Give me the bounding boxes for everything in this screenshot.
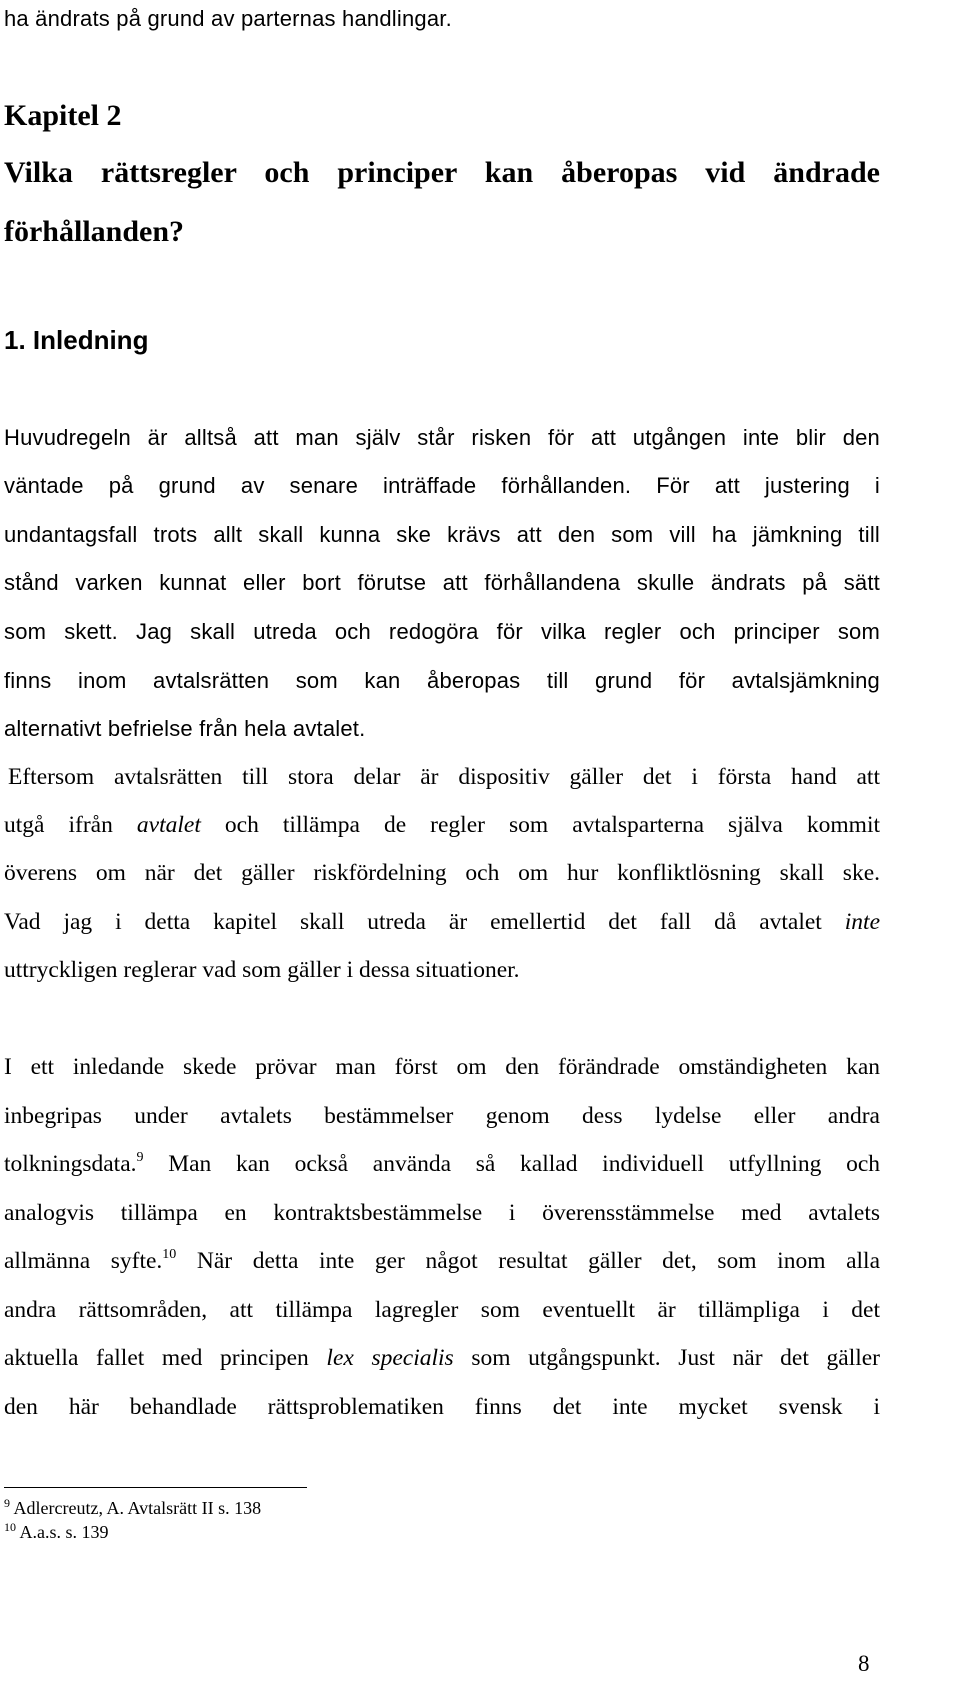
paragraph-line [4,1149,880,1179]
paragraph-line: I ett inledande skede prövar man först om den förändrade omständigheten kan [4,1054,880,1080]
paragraph-line [4,907,880,937]
paragraph-line: stånd varken kunnat eller bort förutse att förhållandena skulle ändrats på sätt [4,570,880,595]
carryover-line: ha ändrats på grund av parternas handlingar. [4,6,452,31]
emphasis-inte: inte [844,909,881,935]
section-heading: 1. Inledning [4,325,149,355]
text-span: När detta inte ger något resultat gäller det, som inom alla [196,1248,880,1274]
footnote-10 [4,1521,109,1543]
footnote-9 [4,1497,261,1519]
paragraph-line: som skett. Jag skall utreda och redogöra för vilka regler och principer som [4,619,880,644]
footnote-divider [4,1487,307,1488]
paragraph-line: Eftersom avtalsrätten till stora delar är dispositiv gäller det i första hand att [8,764,880,790]
text-span: Vad jag i detta kapitel skall utreda är emellertid det fall då avtalet [4,909,822,935]
paragraph-line: uttryckligen reglerar vad som gäller i dessa situationer. [4,957,520,983]
footnote-number: 9 [4,1496,10,1510]
text-span: och tillämpa de regler som avtalsparterna själva kommit [224,812,881,838]
emphasis-lex-specialis: lex specialis [326,1345,454,1371]
chapter-title-line-1: Vilka rättsregler och principer kan åberopas vid ändrade [4,156,880,189]
paragraph-line: alternativt befrielse från hela avtalet. [4,716,366,741]
text-span: som utgångspunkt. Just när det gäller [471,1345,881,1371]
text-span: utgå ifrån [4,812,113,838]
text-span: tolkningsdata. [4,1151,137,1177]
page-number: 8 [858,1651,870,1676]
paragraph-line: analogvis tillämpa en kontraktsbestämmelse i överensstämmelse med avtalets [4,1200,880,1226]
paragraph-line: andra rättsområden, att tillämpa lagregler som eventuellt är tillämpliga i det [4,1297,880,1323]
chapter-title-line-2: förhållanden? [4,215,185,248]
paragraph-line [4,1343,880,1373]
text-span: aktuella fallet med principen [4,1345,309,1371]
paragraph-line: undantagsfall trots allt skall kunna ske krävs att den som vill ha jämkning till [4,522,880,547]
paragraph-line: överens om när det gäller riskfördelning och om hur konfliktlösning skall ske. [4,860,880,886]
paragraph-line [4,810,880,840]
footnote-text: Adlercreutz, A. Avtalsrätt II s. 138 [13,1498,262,1518]
paragraph-line: inbegripas under avtalets bestämmelser genom dess lydelse eller andra [4,1103,880,1129]
footnote-text: A.a.s. s. 139 [19,1522,109,1542]
paragraph-line: den här behandlade rättsproblematiken finns det inte mycket svensk i [4,1394,880,1420]
paragraph-line: Huvudregeln är alltså att man själv står risken för att utgången inte blir den [4,425,880,450]
paragraph-line: finns inom avtalsrätten som kan åberopas till grund för avtalsjämkning [4,668,880,693]
chapter-label: Kapitel 2 [4,99,122,132]
footnote-ref-10: 10 [162,1247,177,1262]
footnote-ref-9: 9 [136,1150,144,1165]
text-span: Man kan också använda så kallad individuell utfyllning och [168,1151,881,1177]
footnote-number: 10 [4,1520,16,1534]
emphasis-avtalet: avtalet [136,812,201,838]
paragraph-line: väntade på grund av senare inträffade förhållanden. För att justering i [4,473,880,498]
paragraph-line [4,1246,880,1276]
text-span: allmänna syfte. [4,1248,163,1274]
